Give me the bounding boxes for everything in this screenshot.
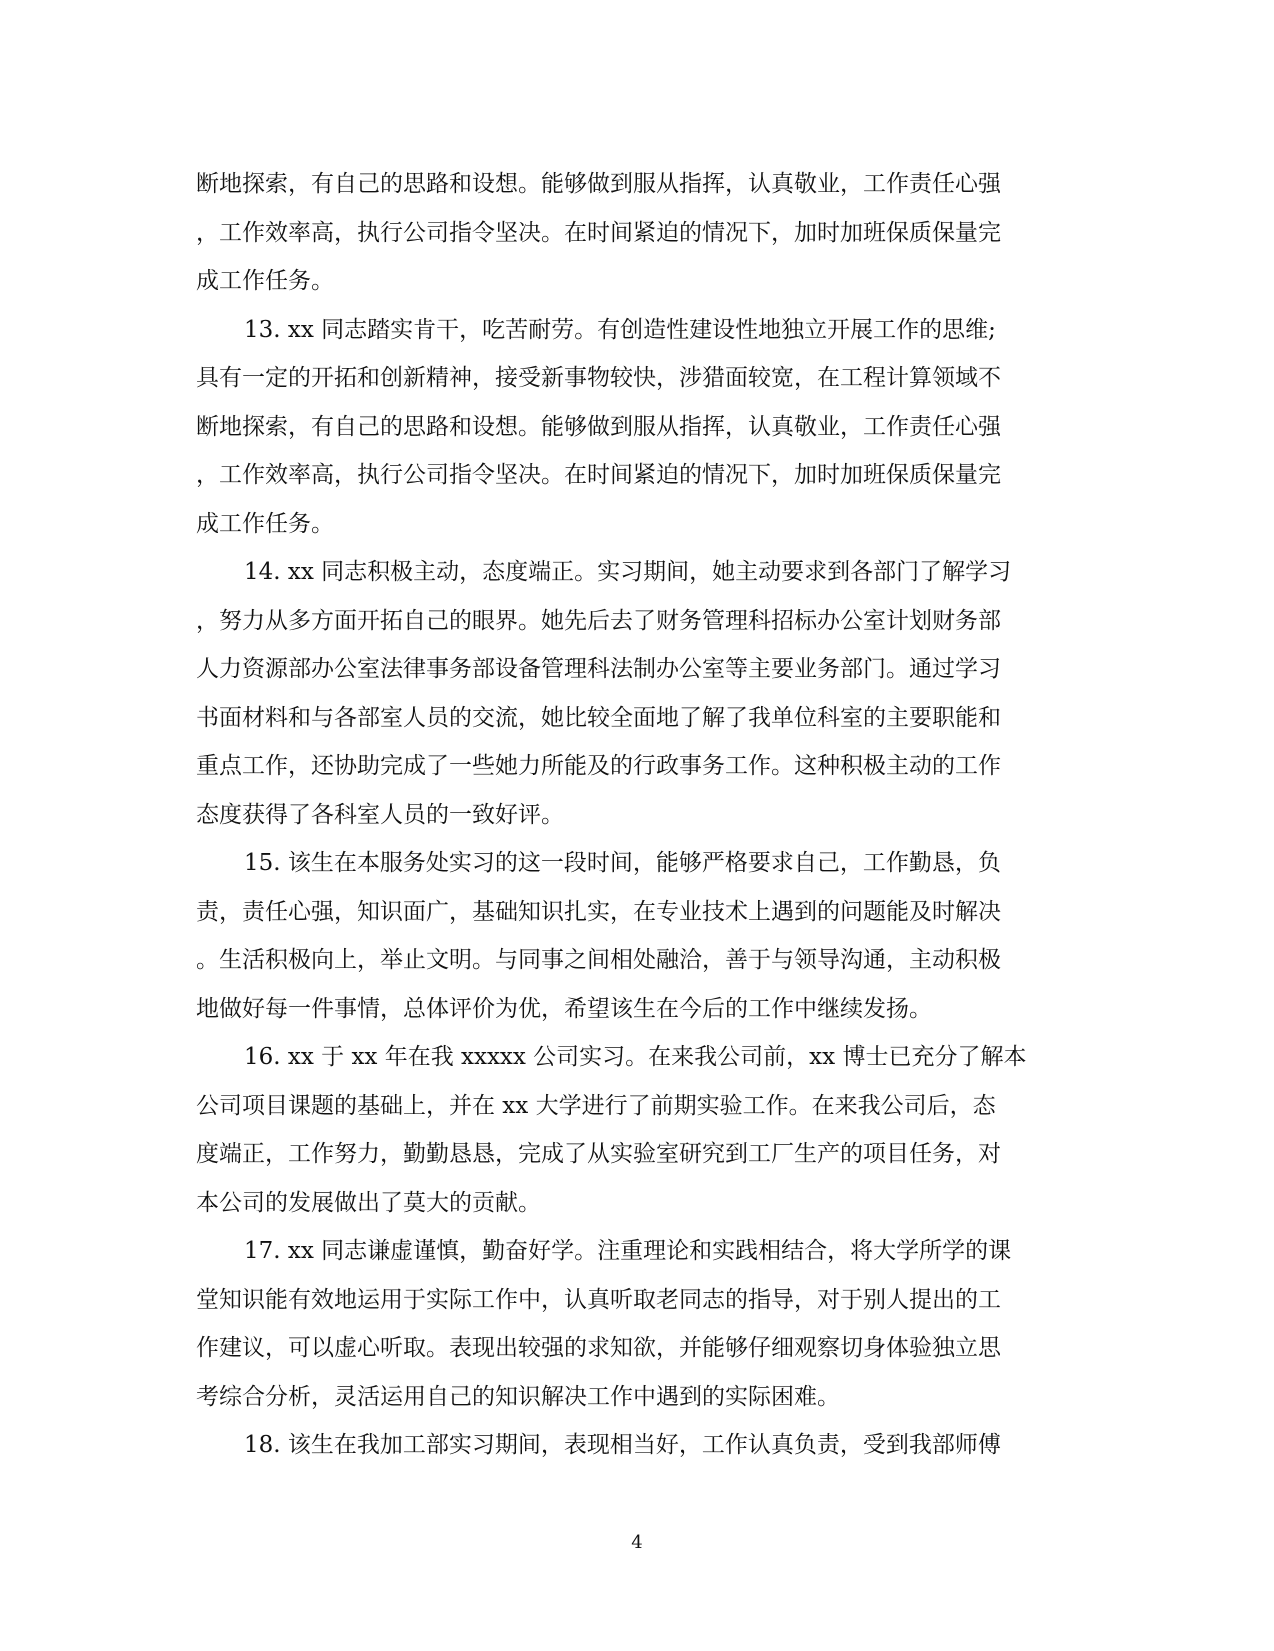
text-line: 地做好每一件事情，总体评价为优，希望该生在今后的工作中继续发扬。 <box>196 995 932 1022</box>
document-body <box>196 160 1072 1470</box>
text-line: 成工作任务。 <box>196 268 334 294</box>
text-line: ，工作效率高，执行公司指令坚决。在时间紧迫的情况下，加时加班保质保量完 <box>196 462 1001 488</box>
text-line: 本公司的发展做出了莫大的贡献。 <box>196 1189 541 1216</box>
text-line: 断地探索，有自己的思路和设想。能够做到服从指挥，认真敬业，工作责任心强 <box>196 413 1001 440</box>
paragraph-first-line: 16. xx 于 xx 年在我 xxxxx 公司实习。在来我公司前，xx 博士已充分了解本 <box>244 1044 1027 1070</box>
paragraph-first-line: 18. 该生在我加工部实习期间，表现相当好，工作认真负责，受到我部师傅 <box>244 1432 1001 1458</box>
paragraph-first-line: 15. 该生在本服务处实习的这一段时间，能够严格要求自己，工作勤恳，负 <box>244 850 1001 876</box>
text-line: 态度获得了各科室人员的一致好评。 <box>196 801 564 828</box>
text-line: ，工作效率高，执行公司指令坚决。在时间紧迫的情况下，加时加班保质保量完 <box>196 219 1001 246</box>
paragraph-first-line: 17. xx 同志谦虚谨慎，勤奋好学。注重理论和实践相结合，将大学所学的课 <box>244 1238 1012 1264</box>
text-line: 成工作任务。 <box>196 510 334 537</box>
page-number: 4 <box>631 1532 643 1553</box>
text-line: 断地探索，有自己的思路和设想。能够做到服从指挥，认真敬业，工作责任心强 <box>196 171 1001 197</box>
text-line: 。生活积极向上，举止文明。与同事之间相处融洽，善于与领导沟通，主动积极 <box>196 947 1001 973</box>
text-line: 重点工作，还协助完成了一些她力所能及的行政事务工作。这种积极主动的工作 <box>196 753 1001 779</box>
text-line: 度端正，工作努力，勤勤恳恳，完成了从实验室研究到工厂生产的项目任务，对 <box>196 1141 1001 1167</box>
text-line: 责，责任心强，知识面广，基础知识扎实，在专业技术上遇到的问题能及时解决 <box>196 898 1001 925</box>
text-line: 人力资源部办公室法律事务部设备管理科法制办公室等主要业务部门。通过学习 <box>196 656 1001 682</box>
text-line: 考综合分析，灵活运用自己的知识解决工作中遇到的实际困难。 <box>196 1383 840 1410</box>
text-line: 具有一定的开拓和创新精神，接受新事物较快，涉猎面较宽，在工程计算领域不 <box>196 365 1001 391</box>
paragraph-first-line: 14. xx 同志积极主动，态度端正。实习期间，她主动要求到各部门了解学习 <box>244 559 1012 585</box>
text-line: 公司项目课题的基础上，并在 xx 大学进行了前期实验工作。在来我公司后，态 <box>196 1092 996 1119</box>
text-line: 作建议，可以虚心听取。表现出较强的求知欲，并能够仔细观察切身体验独立思 <box>196 1335 1001 1361</box>
text-line: ，努力从多方面开拓自己的眼界。她先后去了财务管理科招标办公室计划财务部 <box>196 607 1001 634</box>
text-line: 堂知识能有效地运用于实际工作中，认真听取老同志的指导，对于别人提出的工 <box>196 1286 1001 1313</box>
paragraph-first-line: 13. xx 同志踏实肯干，吃苦耐劳。有创造性建设性地独立开展工作的思维; <box>244 316 996 343</box>
text-line: 书面材料和与各部室人员的交流，她比较全面地了解了我单位科室的主要职能和 <box>196 704 1001 731</box>
